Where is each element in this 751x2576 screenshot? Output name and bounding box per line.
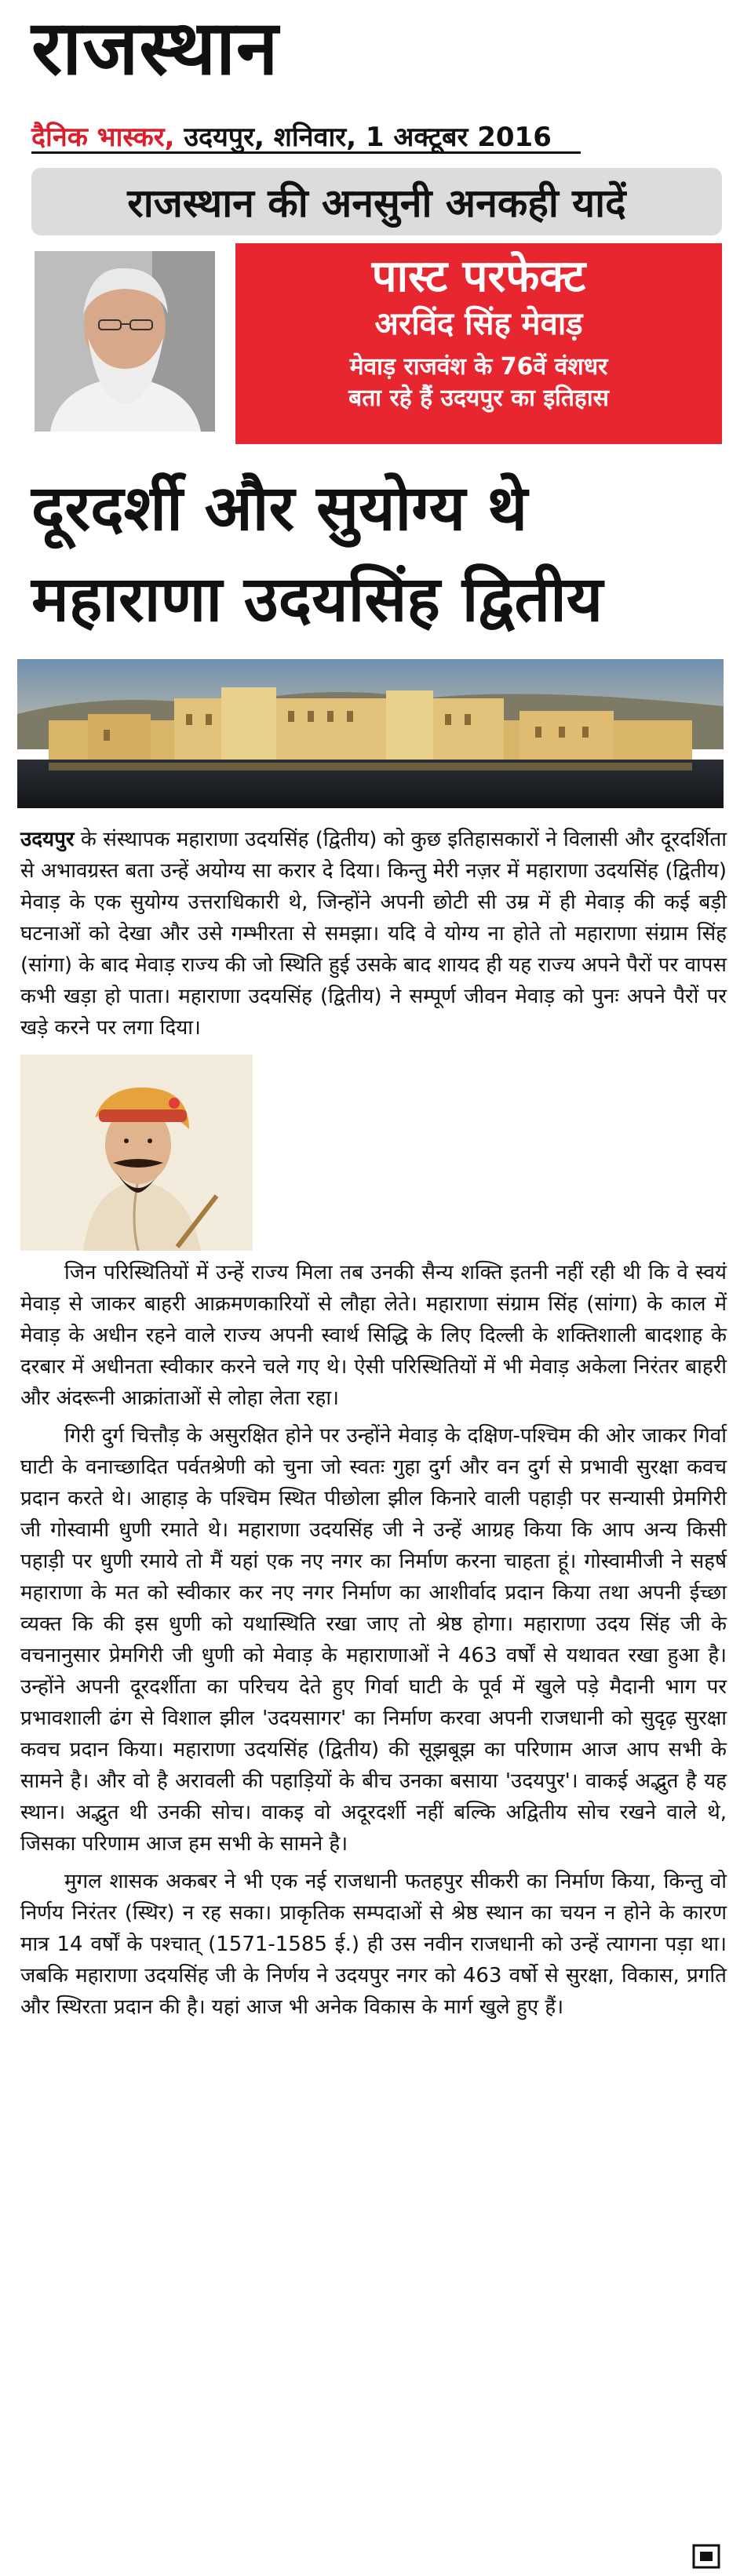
headline-line: दूरदर्शी और सुयोग्य थे — [31, 472, 528, 545]
dateline-publication: दैनिक भास्कर, — [31, 122, 175, 153]
section-title: राजस्थान — [31, 4, 279, 92]
article-headline — [31, 463, 722, 645]
article-paragraph-text: के संस्थापक महाराणा उदयसिंह (द्वितीय) को कुछ इतिहासकारों ने विलासी और दूरदर्शिता से अभावग्रस्त बता उन्हें अयोग्य सा करार दे दिया। किन्तु मेरी नज़र में महाराणा उदयसिंह (द्वितीय) मेवाड़ के एक सुयोग्य उत्तराधिकारी थे, जिन्होंने अपनी छोटी सी उम्र में ही मेवाड़ की कई बड़ी घटनाओं को देखा और उसे गम्भीरता से समझा। यदि वे योग्य ना होते तो महाराणा संग्राम सिंह (सांगा) के बाद मेवाड़ राज्य की जो स्थिति हुई उसके बाद शायद ही यह राज्य अपने पैरों पर वापस कभी खड़ा हो पाता। महाराणा उदयसिंह (द्वितीय) ने सम्पूर्ण जीवन मेवाड़ को पुनः अपने पैरों पर खड़े करने पर लगा दिया। — [20, 828, 727, 1040]
dateline-details: उदयपुर, शनिवार, 1 अक्टूबर 2016 — [174, 122, 552, 153]
headline-line: महाराणा उदयसिंह द्वितीय — [31, 563, 603, 636]
column-author-box — [235, 243, 722, 444]
author-description-line: मेवाड़ राजवंश के 76वें वंशधर — [349, 353, 608, 381]
article-paragraph: मुगल शासक अकबर ने भी एक नई राजधानी फतहपुर सीकरी का निर्माण किया, किन्तु वो निर्णय निरंतर (स्थिर) न रह सका। प्राकृतिक सम्पदाओं से श्रेष्ठ स्थान का चयन न होने के कारण मात्र 14 वर्षों के पश्चात् (1571-1585 ई.) ही उस नवीन राजधानी को उन्हें त्यागना पड़ा था। जबकि महाराणा उदयसिंह जी के निर्णय ने उदयपुर नगर को 463 वर्षो से सुरक्षा, विकास, प्रगति और स्थिरता प्रदान की है। यहां आज भी अनेक विकास के मार्ग खुले हुए हैं। — [20, 1870, 727, 2019]
maharana-portrait — [20, 1055, 253, 1251]
author-photo — [35, 251, 215, 432]
dateline — [31, 118, 581, 154]
column-name: पास्ट परफेक्ट — [371, 251, 586, 302]
article-lead-word: उदयपुर — [20, 828, 75, 851]
section-masthead — [31, 5, 722, 99]
article-paragraph: जिन परिस्थितियों में उन्हें राज्य मिला तब उनकी सैन्य शक्ति इतनी नहीं रही थी कि वे स्वयं मेवाड़ से जाकर बाहरी आक्रमणकारियों से लौहा लेते। महाराणा संग्राम सिंह (सांगा) के काल में मेवाड़ के अधीन रहने वाले राज्य अपनी स्वार्थ सिद्धि के लिए दिल्ली के शक्तिशाली बादशाह के दरबार में अधीनता स्वीकार करने चले गए थे। ऐसी परिस्थितियों में भी मेवाड़ अकेला निरंतर बाहरी और अंदरूनी आक्रांताओं से लोहा लेता रहा। — [20, 1261, 727, 1410]
article-body — [20, 824, 727, 2029]
series-title: राजस्थान की अनसुनी अनकही यादें — [127, 180, 626, 226]
end-of-article-mark-icon — [691, 2542, 722, 2571]
city-palace-photo — [17, 659, 724, 808]
author-name: अरविंद सिंह मेवाड़ — [374, 306, 583, 342]
author-description — [235, 352, 722, 414]
author-description-line: बता रहे हैं उदयपुर का इतिहास — [348, 384, 609, 412]
series-banner — [31, 168, 722, 235]
article-paragraph: गिरी दुर्ग चित्तौड़ के असुरक्षित होने पर उन्होंने मेवाड़ के दक्षिण-पश्चिम की ओर जाकर गिर्वा घाटी के वनाच्छादित पर्वतश्रेणी को चुना जो स्वतः गुहा दुर्ग और वन दुर्ग से प्रभावी सुरक्षा कवच प्रदान करते थे। आहाड़ के पश्चिम स्थित पीछोला झील किनारे वाली पहाड़ी पर सन्यासी प्रेमगिरी जी गोस्वामी धुणी रमाते थे। महाराणा उदयसिंह जी ने उन्हें आग्रह किया कि आप अन्य किसी पहाड़ी पर धुणी रमाये तो मैं यहां एक नए नगर का निर्माण करना चाहता हूं। गोस्वामीजी ने सहर्ष महाराणा के मत को स्वीकार कर नए नगर निर्माण का आशीर्वाद प्रदान किया तथा अपनी ईच्छा व्यक्त कि की इस धुणी को यथास्थिति रखा जाए तो श्रेष्ठ होगा। महाराणा उदय सिंह जी के वचनानुसार प्रेमगिरी जी धुणी को मेवाड़ के महाराणाओं ने 463 वर्षों से यथावत रखा हुआ है। उन्होंने अपनी दूरदर्शीता का परिचय देते हुए गिर्वा घाटी के पूर्व में खुले पड़े मैदानी भाग पर प्रभावशाली ढंग से विशाल झील 'उदयसागर' का निर्माण करवा अपनी राजधानी को सुदृढ़ सुरक्षा कवच प्रदान किया। महाराणा उदयसिंह (द्वितीय) की सूझबूझ का परिणाम आज आप सभी के सामने है। और वो है अरावली की पहाड़ियों के बीच उनका बसाया 'उदयपुर'। वाकई अद्भुत है यह स्थान। अद्भुत थी उनकी सोच। वाकइ वो अदूरदर्शी नहीं बल्कि अद्वितीय सोच रखने वाले थे, जिसका परिणाम आज हम सभी के सामने है। — [20, 1424, 727, 1856]
article-paragraph — [20, 824, 727, 1044]
